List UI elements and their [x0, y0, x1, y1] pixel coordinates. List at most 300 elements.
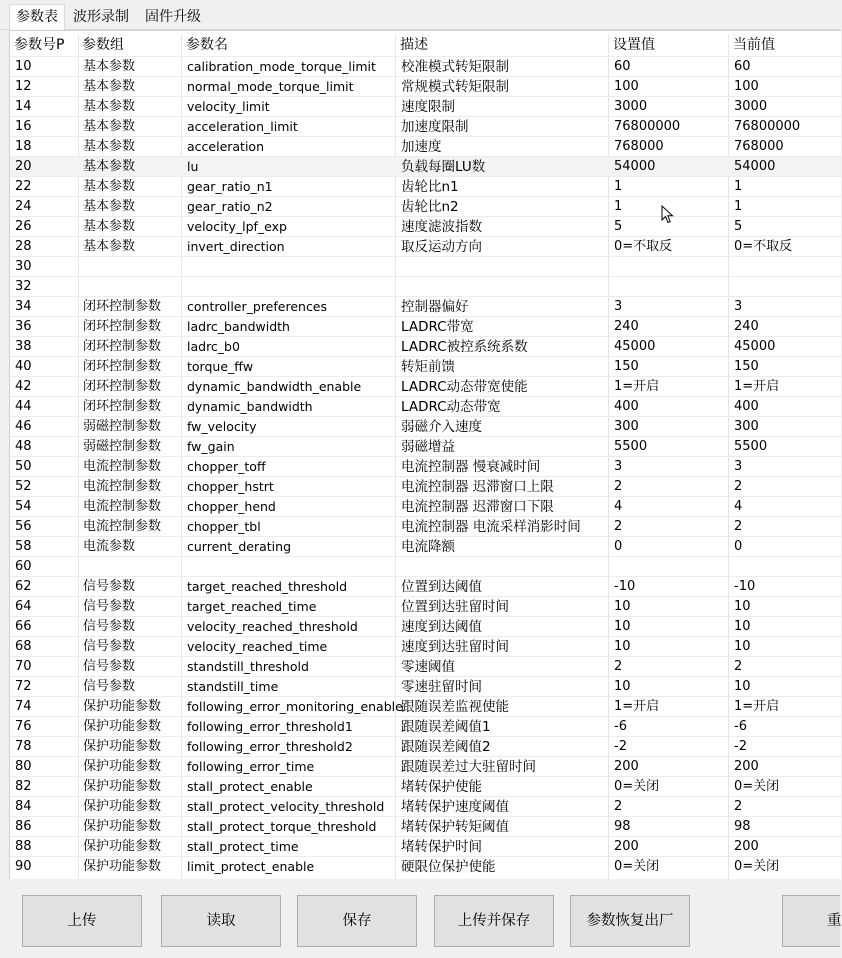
table-row[interactable]: [10, 157, 841, 177]
param-number-cell: 22: [15, 179, 32, 194]
table-row[interactable]: [10, 677, 841, 697]
param-group-cell: 闭环控制参数: [83, 399, 162, 414]
param-name-cell: velocity_reached_time: [187, 639, 328, 654]
description-cell: [396, 257, 608, 277]
set-value-cell[interactable]: 100: [614, 79, 639, 94]
param-name-cell: normal_mode_torque_limit: [187, 79, 354, 94]
param-number-cell: 56: [15, 519, 32, 534]
param-number-cell: 60: [15, 559, 32, 574]
param-group-cell: 基本参数: [83, 179, 136, 194]
table-row[interactable]: [10, 377, 841, 397]
param-group-cell: 闭环控制参数: [83, 359, 162, 374]
param-group-cell: 电流控制参数: [83, 499, 162, 514]
current-value-cell: 4: [734, 499, 743, 514]
set-value-cell[interactable]: 2: [614, 519, 623, 534]
current-value-cell: -6: [734, 719, 747, 734]
param-group-cell: [78, 257, 180, 277]
param-number-cell: 20: [15, 159, 32, 174]
param-group-cell: 电流控制参数: [83, 459, 162, 474]
param-number-cell: 30: [15, 259, 32, 274]
table-row[interactable]: [10, 457, 841, 477]
table-row[interactable]: [10, 557, 841, 577]
table-row[interactable]: [10, 597, 841, 617]
set-value-cell[interactable]: 768000: [614, 139, 664, 154]
set-value-cell[interactable]: 400: [614, 399, 639, 414]
param-group-cell: 基本参数: [83, 99, 136, 114]
header-set-value[interactable]: 设置值: [613, 37, 655, 53]
current-value-cell: 10: [734, 599, 751, 614]
table-row[interactable]: [10, 77, 841, 97]
table-row[interactable]: [10, 97, 841, 117]
param-group-cell: 保护功能参数: [83, 699, 162, 714]
param-number-cell: 70: [15, 659, 32, 674]
param-name-cell: fw_gain: [187, 439, 235, 454]
param-name-cell: torque_ffw: [187, 359, 254, 374]
set-value-cell[interactable]: 10: [614, 679, 631, 694]
param-name-cell: acceleration: [187, 139, 265, 154]
description-cell: 零速阈值: [401, 659, 455, 675]
current-value-cell: 0=不取反: [734, 239, 793, 254]
description-cell: 负载每圈LU数: [401, 159, 486, 175]
param-group-cell: [78, 557, 180, 577]
param-number-cell: 50: [15, 459, 32, 474]
table-row[interactable]: [10, 57, 841, 77]
table-row[interactable]: [10, 697, 841, 717]
param-name-cell: controller_preferences: [187, 299, 328, 314]
table-row[interactable]: [10, 657, 841, 677]
param-name-cell: chopper_hend: [187, 499, 276, 514]
current-value-cell: 5500: [734, 439, 768, 454]
table-row[interactable]: [10, 857, 841, 877]
param-name-cell: acceleration_limit: [187, 119, 298, 134]
set-value-cell[interactable]: 1=开启: [614, 699, 660, 714]
table-row[interactable]: [10, 497, 841, 517]
table-row[interactable]: [10, 117, 841, 137]
current-value-cell: [729, 277, 841, 297]
set-value-cell[interactable]: 1=开启: [614, 379, 660, 394]
param-name-cell: limit_protect_enable: [187, 859, 315, 874]
table-row[interactable]: [10, 837, 841, 857]
current-value-cell: 98: [734, 819, 751, 834]
current-value-cell: 768000: [734, 139, 784, 154]
param-name-cell: stall_protect_enable: [187, 779, 313, 794]
set-value-cell[interactable]: 76800000: [614, 119, 681, 134]
set-value-cell[interactable]: 4: [614, 499, 623, 514]
set-value-cell[interactable]: 2: [614, 479, 623, 494]
param-number-cell: 76: [15, 719, 32, 734]
description-cell: LADRC带宽: [401, 319, 474, 335]
param-group-cell: 闭环控制参数: [83, 379, 162, 394]
set-value-cell[interactable]: 3000: [614, 99, 648, 114]
tab-firmware-upgrade[interactable]: 固件升级: [145, 9, 201, 25]
param-number-cell: 68: [15, 639, 32, 654]
set-value-cell[interactable]: 0: [614, 539, 623, 554]
description-cell: LADRC动态带宽: [401, 399, 501, 415]
param-group-cell: 信号参数: [83, 639, 136, 654]
param-number-cell: 36: [15, 319, 32, 334]
param-group-cell: 信号参数: [83, 679, 136, 694]
current-value-cell: [729, 257, 841, 277]
table-row[interactable]: [10, 617, 841, 637]
param-group-cell: 基本参数: [83, 219, 136, 234]
param-name-cell: chopper_tbl: [187, 519, 261, 534]
param-name-cell: [182, 257, 394, 277]
current-value-cell: 150: [734, 359, 759, 374]
set-value-cell[interactable]: [609, 257, 727, 277]
param-number-cell: 84: [15, 799, 32, 814]
set-value-cell[interactable]: 3: [614, 299, 623, 314]
set-value-cell[interactable]: -2: [614, 739, 627, 754]
table-row[interactable]: [10, 357, 841, 377]
current-value-cell: 45000: [734, 339, 776, 354]
current-value-cell: 54000: [734, 159, 776, 174]
set-value-cell[interactable]: 98: [614, 819, 631, 834]
description-cell: 电流控制器 迟滞窗口上限: [401, 479, 554, 495]
table-row[interactable]: [10, 737, 841, 757]
current-value-cell: 1: [734, 179, 743, 194]
param-group-cell: 电流控制参数: [83, 479, 162, 494]
set-value-cell[interactable]: 240: [614, 319, 639, 334]
table-row[interactable]: [10, 517, 841, 537]
param-name-cell: standstill_time: [187, 679, 279, 694]
param-name-cell: chopper_hstrt: [187, 479, 274, 494]
param-name-cell: standstill_threshold: [187, 659, 309, 674]
description-cell: LADRC被控系统系数: [401, 339, 528, 355]
param-number-cell: 72: [15, 679, 32, 694]
param-group-cell: 保护功能参数: [83, 819, 162, 834]
param-number-cell: 64: [15, 599, 32, 614]
param-group-cell: 保护功能参数: [83, 859, 162, 874]
set-value-cell[interactable]: 200: [614, 839, 639, 854]
description-cell: 速度滤波指数: [401, 219, 482, 235]
param-number-cell: 10: [15, 59, 32, 74]
param-number-cell: 44: [15, 399, 32, 414]
current-value-cell: 2: [734, 519, 743, 534]
header-param-group[interactable]: 参数组: [82, 37, 124, 53]
set-value-cell[interactable]: 60: [614, 59, 631, 74]
current-value-cell: 5: [734, 219, 743, 234]
param-group-cell: 闭环控制参数: [83, 299, 162, 314]
current-value-cell: 3: [734, 299, 743, 314]
param-group-cell: 保护功能参数: [83, 759, 162, 774]
param-group-cell: 基本参数: [83, 139, 136, 154]
param-name-cell: gear_ratio_n1: [187, 179, 273, 194]
current-value-cell: 10: [734, 639, 751, 654]
param-group-cell: 基本参数: [83, 159, 136, 174]
set-value-cell[interactable]: 2: [614, 799, 623, 814]
param-name-cell: target_reached_time: [187, 599, 317, 614]
header-description[interactable]: 描述: [400, 37, 428, 53]
current-value-cell: 10: [734, 679, 751, 694]
param-number-cell: 46: [15, 419, 32, 434]
current-value-cell: 200: [734, 839, 759, 854]
description-cell: 位置到达阈值: [401, 579, 482, 595]
mouse-pointer-icon: [661, 205, 675, 225]
param-group-cell: 闭环控制参数: [83, 319, 162, 334]
param-group-cell: 基本参数: [83, 79, 136, 94]
current-value-cell: 200: [734, 759, 759, 774]
param-name-cell: gear_ratio_n2: [187, 199, 273, 214]
current-value-cell: 240: [734, 319, 759, 334]
description-cell: 速度到达驻留时间: [401, 639, 509, 655]
description-cell: 堵转保护转矩阈值: [401, 819, 509, 835]
current-value-cell: 1=开启: [734, 379, 780, 394]
table-row[interactable]: [10, 397, 841, 417]
current-value-cell: [729, 557, 841, 577]
param-name-cell: velocity_reached_threshold: [187, 619, 358, 634]
param-number-cell: 74: [15, 699, 32, 714]
param-number-cell: 26: [15, 219, 32, 234]
current-value-cell: 0=关闭: [734, 859, 780, 874]
description-cell: 电流控制器 电流采样消影时间: [401, 519, 581, 535]
description-cell: 常规模式转矩限制: [401, 79, 509, 95]
description-cell: 跟随误差阈值2: [401, 739, 491, 755]
save-button[interactable]: 保存: [297, 895, 417, 947]
set-value-cell[interactable]: 1: [614, 199, 623, 214]
param-number-cell: 80: [15, 759, 32, 774]
param-name-cell: current_derating: [187, 539, 291, 554]
param-number-cell: 90: [15, 859, 32, 874]
upload-button[interactable]: 上传: [22, 895, 142, 947]
param-number-cell: 16: [15, 119, 32, 134]
param-group-cell: 保护功能参数: [83, 799, 162, 814]
param-group-cell: 电流参数: [83, 539, 136, 554]
reset-button[interactable]: 重: [782, 895, 840, 947]
set-value-cell[interactable]: 2: [614, 659, 623, 674]
param-number-cell: 40: [15, 359, 32, 374]
param-number-cell: 54: [15, 499, 32, 514]
table-row[interactable]: [10, 817, 841, 837]
param-name-cell: chopper_toff: [187, 459, 266, 474]
param-group-cell: 闭环控制参数: [83, 339, 162, 354]
param-name-cell: dynamic_bandwidth: [187, 399, 313, 414]
description-cell: [396, 277, 608, 297]
param-group-cell: 弱磁控制参数: [83, 419, 162, 434]
table-row[interactable]: [10, 337, 841, 357]
current-value-cell: 10: [734, 619, 751, 634]
param-name-cell: target_reached_threshold: [187, 579, 348, 594]
set-value-cell[interactable]: 150: [614, 359, 639, 374]
param-name-cell: following_error_threshold1: [187, 719, 353, 734]
table-row[interactable]: [10, 417, 841, 437]
description-cell: 电流控制器 迟滞窗口下限: [401, 499, 554, 515]
description-cell: 控制器偏好: [401, 299, 469, 315]
param-number-cell: 88: [15, 839, 32, 854]
param-group-cell: 保护功能参数: [83, 719, 162, 734]
set-value-cell[interactable]: 0=不取反: [614, 239, 673, 254]
set-value-cell[interactable]: 10: [614, 619, 631, 634]
set-value-cell[interactable]: 200: [614, 759, 639, 774]
param-number-cell: 66: [15, 619, 32, 634]
param-group-cell: 基本参数: [83, 239, 136, 254]
description-cell: 堵转保护时间: [401, 839, 482, 855]
table-row[interactable]: [10, 797, 841, 817]
table-row[interactable]: [10, 537, 841, 557]
set-value-cell[interactable]: 5: [614, 219, 623, 234]
param-name-cell: fw_velocity: [187, 419, 257, 434]
current-value-cell: 300: [734, 419, 759, 434]
current-value-cell: 400: [734, 399, 759, 414]
footer-toolbar: [0, 879, 840, 958]
description-cell: 零速驻留时间: [401, 679, 482, 695]
set-value-cell[interactable]: 0=关闭: [614, 779, 660, 794]
description-cell: 电流控制器 慢衰减时间: [401, 459, 541, 475]
description-cell: 加速度限制: [401, 119, 469, 135]
table-row[interactable]: [10, 317, 841, 337]
set-value-cell[interactable]: -10: [614, 579, 636, 594]
param-group-cell: 弱磁控制参数: [83, 439, 162, 454]
table-row[interactable]: [10, 777, 841, 797]
param-name-cell: dynamic_bandwidth_enable: [187, 379, 362, 394]
current-value-cell: 2: [734, 479, 743, 494]
header-param-number[interactable]: 参数号P: [14, 37, 65, 53]
param-group-cell: 保护功能参数: [83, 779, 162, 794]
param-group-cell: 信号参数: [83, 619, 136, 634]
param-number-cell: 34: [15, 299, 32, 314]
param-number-cell: 62: [15, 579, 32, 594]
current-value-cell: 3: [734, 459, 743, 474]
header-current-value[interactable]: 当前值: [733, 37, 775, 53]
set-value-cell[interactable]: 10: [614, 599, 631, 614]
param-group-cell: 信号参数: [83, 579, 136, 594]
set-value-cell[interactable]: 1: [614, 179, 623, 194]
table-row[interactable]: [10, 717, 841, 737]
description-cell: LADRC动态带宽使能: [401, 379, 528, 395]
param-name-cell: calibration_mode_torque_limit: [187, 59, 376, 74]
set-value-cell[interactable]: 54000: [614, 159, 656, 174]
description-cell: 转矩前馈: [401, 359, 455, 375]
table-row[interactable]: [10, 257, 841, 277]
table-row[interactable]: [10, 277, 841, 297]
param-name-cell: velocity_lpf_exp: [187, 219, 287, 234]
param-name-cell: following_error_time: [187, 759, 315, 774]
description-cell: 电流降额: [401, 539, 455, 555]
table-row[interactable]: [10, 477, 841, 497]
param-number-cell: 58: [15, 539, 32, 554]
description-cell: 弱磁增益: [401, 439, 455, 455]
param-name-cell: velocity_limit: [187, 99, 270, 114]
description-cell: 加速度: [401, 139, 442, 155]
param-number-cell: 52: [15, 479, 32, 494]
set-value-cell[interactable]: 0=关闭: [614, 859, 660, 874]
table-row[interactable]: [10, 437, 841, 457]
param-name-cell: ladrc_bandwidth: [187, 319, 290, 334]
param-group-cell: 信号参数: [83, 599, 136, 614]
set-value-cell[interactable]: 300: [614, 419, 639, 434]
set-value-cell[interactable]: 3: [614, 459, 623, 474]
param-number-cell: 14: [15, 99, 32, 114]
param-number-cell: 42: [15, 379, 32, 394]
table-row[interactable]: [10, 637, 841, 657]
param-name-cell: stall_protect_time: [187, 839, 299, 854]
param-number-cell: 38: [15, 339, 32, 354]
param-group-cell: 保护功能参数: [83, 839, 162, 854]
description-cell: 位置到达驻留时间: [401, 599, 509, 615]
tab-bar: [0, 0, 840, 30]
table-row[interactable]: [10, 577, 841, 597]
current-value-cell: 3000: [734, 99, 768, 114]
parameter-table[interactable]: [9, 30, 841, 880]
tab-waveform-recording[interactable]: 波形录制: [73, 9, 129, 25]
param-group-cell: 电流控制参数: [83, 519, 162, 534]
param-group-cell: 基本参数: [83, 119, 136, 134]
description-cell: 堵转保护速度阈值: [401, 799, 509, 815]
description-cell: 速度到达阈值: [401, 619, 482, 635]
param-number-cell: 28: [15, 239, 32, 254]
param-group-cell: 信号参数: [83, 659, 136, 674]
param-name-cell: following_error_threshold2: [187, 739, 353, 754]
set-value-cell[interactable]: -6: [614, 719, 627, 734]
param-group-cell: 基本参数: [83, 199, 136, 214]
description-cell: 齿轮比n1: [401, 179, 459, 195]
param-number-cell: 12: [15, 79, 32, 94]
table-row[interactable]: [10, 237, 841, 257]
param-name-cell: ladrc_b0: [187, 339, 240, 354]
current-value-cell: 0: [734, 539, 743, 554]
header-param-name[interactable]: 参数名: [186, 37, 228, 53]
table-row[interactable]: [10, 137, 841, 157]
current-value-cell: 0=关闭: [734, 779, 780, 794]
param-name-cell: stall_protect_torque_threshold: [187, 819, 377, 834]
set-value-cell[interactable]: 5500: [614, 439, 648, 454]
param-name-cell: [182, 277, 394, 297]
description-cell: 校准模式转矩限制: [401, 59, 509, 75]
set-value-cell[interactable]: 45000: [614, 339, 656, 354]
description-cell: [396, 557, 608, 577]
current-value-cell: -10: [734, 579, 756, 594]
param-group-cell: 保护功能参数: [83, 739, 162, 754]
current-value-cell: 100: [734, 79, 759, 94]
param-number-cell: 24: [15, 199, 32, 214]
current-value-cell: 2: [734, 659, 743, 674]
param-name-cell: [182, 557, 394, 577]
set-value-cell[interactable]: [609, 557, 727, 577]
description-cell: 速度限制: [401, 99, 455, 115]
description-cell: 齿轮比n2: [401, 199, 459, 215]
current-value-cell: -2: [734, 739, 747, 754]
table-row[interactable]: [10, 197, 841, 217]
current-value-cell: 76800000: [734, 119, 801, 134]
description-cell: 取反运动方向: [401, 239, 482, 255]
restore-factory-button[interactable]: 参数恢复出厂: [570, 895, 690, 947]
param-group-cell: [78, 277, 180, 297]
param-number-cell: 32: [15, 279, 32, 294]
param-group-cell: 基本参数: [83, 59, 136, 74]
table-header: [10, 35, 841, 55]
read-button[interactable]: 读取: [161, 895, 281, 947]
description-cell: 跟随误差阈值1: [401, 719, 491, 735]
description-cell: 弱磁介入速度: [401, 419, 482, 435]
param-number-cell: 86: [15, 819, 32, 834]
table-row[interactable]: [10, 757, 841, 777]
param-name-cell: stall_protect_velocity_threshold: [187, 799, 385, 814]
current-value-cell: 1=开启: [734, 699, 780, 714]
param-name-cell: invert_direction: [187, 239, 285, 254]
table-row[interactable]: [10, 297, 841, 317]
set-value-cell[interactable]: [609, 277, 727, 297]
tab-parameter-table[interactable]: 参数表: [9, 4, 65, 30]
description-cell: 跟随误差监视使能: [401, 699, 509, 715]
description-cell: 硬限位保护使能: [401, 859, 496, 875]
upload-and-save-button[interactable]: 上传并保存: [434, 895, 554, 947]
table-row[interactable]: [10, 177, 841, 197]
param-number-cell: 82: [15, 779, 32, 794]
set-value-cell[interactable]: 10: [614, 639, 631, 654]
table-row[interactable]: [10, 217, 841, 237]
description-cell: 跟随误差过大驻留时间: [401, 759, 536, 775]
param-number-cell: 78: [15, 739, 32, 754]
param-number-cell: 48: [15, 439, 32, 454]
